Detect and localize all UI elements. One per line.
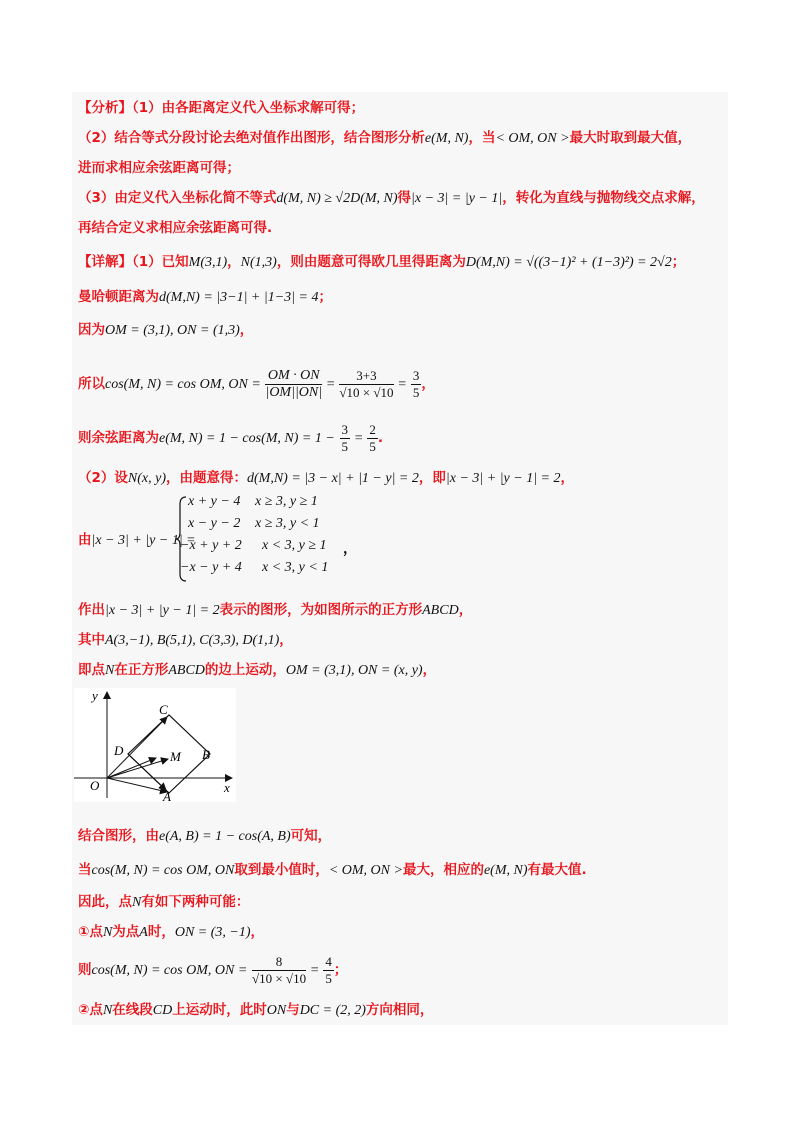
fraction-denominator: √10 × √10	[251, 970, 307, 986]
math-expr: A(3,−1), B(5,1), C(3,3), D(1,1)	[105, 633, 280, 648]
case-cond: x ≥ 3, y < 1	[255, 516, 320, 531]
part3-text: 有如下两种可能：	[141, 894, 250, 910]
part3-line-4	[78, 922, 264, 943]
part2-text: 作出	[78, 602, 105, 618]
detail-text: （1）已知	[132, 254, 189, 270]
math-expr: N	[102, 925, 113, 940]
math-expr: e(A, B) = 1 − cos(A, B)	[159, 829, 291, 844]
math-expr: cos(M, N) = cos OM, ON =	[91, 963, 248, 978]
part3-text: 当	[78, 862, 92, 878]
part3-text: 则	[78, 962, 92, 978]
fraction-numerator: 3	[412, 367, 420, 383]
point-m-label: M	[170, 749, 181, 764]
fraction-denominator: |OM||ON|	[265, 384, 323, 400]
detail-line-5	[78, 420, 383, 457]
analysis-line-2	[78, 128, 691, 149]
math-expr: cos(M, N) = cos OM, ON =	[105, 377, 261, 392]
part3-text: 方向相同，	[365, 1002, 434, 1018]
part2-text: 由	[78, 532, 92, 548]
part3-text: 因此，点	[78, 894, 132, 910]
fraction-numerator: 4	[325, 953, 332, 969]
detail-text: 曼哈顿距离为	[78, 289, 159, 305]
fraction	[323, 954, 334, 987]
part3-text: 可知，	[290, 828, 332, 844]
point-b-label: B	[202, 747, 210, 762]
part3-text: 取到最小值时，	[234, 862, 329, 878]
part2-text: 表示的图形，为如图所示的正方形	[219, 602, 423, 618]
fraction	[252, 954, 306, 987]
part3-line-3	[78, 892, 249, 913]
fraction-numerator: 8	[252, 954, 306, 971]
math-expr: e(M, N)	[424, 131, 469, 146]
detail-text: ，	[421, 376, 435, 392]
analysis-line-1	[78, 98, 364, 118]
math-expr: e(M, N)	[483, 863, 528, 878]
analysis-text: （1）由各距离定义代入坐标求解可得；	[132, 100, 365, 116]
part3-text: 有最大值.	[527, 862, 587, 878]
vector-on	[107, 758, 156, 778]
part2-line-3	[78, 600, 472, 621]
origin-label: O	[90, 778, 100, 793]
analysis-text: （3）由定义代入坐标化简不等式	[78, 190, 277, 206]
analysis-text: 进而求相应余弦距离可得；	[78, 160, 240, 176]
math-expr: cos(M, N) = cos OM, ON	[91, 863, 235, 878]
part2-text: 其中	[78, 632, 105, 648]
math-expr: |x − 3| + |y − 1| =	[91, 533, 196, 548]
math-expr: ABCD	[422, 603, 459, 618]
analysis-text: ，当	[468, 130, 496, 146]
math-expr: OM = (3,1), ON = (1,3)	[105, 323, 240, 338]
case-cond: x < 3, y ≥ 1	[262, 538, 327, 553]
part2-line-4	[78, 630, 293, 651]
equals-sign: =	[398, 377, 407, 392]
detail-line-2	[78, 287, 332, 308]
part3-line-6	[78, 1000, 433, 1021]
part3-text: 与	[286, 1002, 300, 1018]
math-expr: d(M,N) = |3−1| + |1−3| = 4	[159, 290, 319, 305]
fraction-numerator: OM · ON	[265, 368, 322, 385]
fraction-numerator: 3+3	[339, 368, 393, 385]
math-expr: ON = (3, −1)	[174, 925, 251, 940]
analysis-line-5	[78, 218, 272, 238]
fraction-denominator: 5	[412, 384, 420, 400]
part3-text: 上运动时，此时	[172, 1002, 267, 1018]
point-d-label: D	[114, 743, 124, 758]
part3-text: 结合图形，由	[78, 828, 159, 844]
part2-text: ，	[458, 602, 473, 618]
math-expr: d(M, N) ≥ √2D(M, N)	[276, 191, 398, 206]
math-expr: N	[105, 663, 115, 678]
analysis-label: 【分析】	[78, 100, 132, 116]
analysis-line-3	[78, 158, 240, 178]
analysis-text: 得	[397, 190, 412, 206]
y-axis-label: y	[92, 688, 98, 703]
part2-line-1	[78, 468, 574, 489]
part3-text: 时，	[147, 924, 175, 940]
math-expr: OM = (3,1), ON = (x, y)	[285, 663, 423, 678]
analysis-text: 最大时取到最大值，	[569, 130, 692, 146]
figure-svg	[74, 688, 236, 802]
detail-text: ，则由题意可得欧几里得距离为	[276, 254, 466, 270]
math-expr: |x − 3| + |y − 1| = 2	[105, 603, 220, 618]
x-axis-label: x	[224, 780, 230, 795]
vector-oa	[107, 778, 167, 792]
math-expr: N	[132, 895, 142, 910]
detail-text: ，	[227, 254, 241, 270]
fraction-numerator: 2	[369, 421, 376, 437]
math-expr: |x − 3| + |y − 1| = 2	[445, 471, 561, 486]
case-cond: x < 3, y < 1	[262, 560, 329, 575]
case-expr: x + y − 4	[188, 494, 241, 509]
detail-text: 则余弦距离为	[78, 430, 159, 446]
detail-line-3	[78, 320, 253, 341]
part3-text: ；	[333, 962, 348, 978]
part3-text: 为点	[112, 924, 140, 940]
math-expr: N(x, y)	[127, 471, 166, 486]
detail-text: 所以	[78, 376, 105, 392]
part3-text: 在线段	[112, 1002, 153, 1018]
fraction	[265, 368, 322, 401]
math-expr: CD	[152, 1003, 173, 1018]
math-expr: ON	[266, 1003, 287, 1018]
math-expr: d(M,N) = |3 − x| + |1 − y| = 2	[247, 471, 419, 486]
part3-text: 最大，相应的	[402, 862, 484, 878]
equals-sign: =	[326, 377, 335, 392]
part2-text: ，	[279, 632, 293, 648]
case-expr: −x + y + 2	[180, 538, 242, 553]
fraction	[411, 368, 422, 401]
part3-text: ②点	[78, 1002, 103, 1018]
detail-label: 【详解】	[78, 254, 132, 270]
fraction	[339, 368, 393, 401]
part2-text: ，	[422, 662, 437, 678]
math-expr: e(M, N) = 1 − cos(M, N) = 1 −	[159, 431, 335, 446]
fraction	[340, 422, 351, 455]
part3-line-1	[78, 826, 331, 847]
square-figure	[74, 688, 236, 802]
part3-line-5	[78, 952, 347, 989]
math-expr: < OM, ON >	[328, 863, 403, 878]
math-expr: DC = (2, 2)	[299, 1003, 366, 1018]
equals-sign: =	[310, 963, 319, 978]
math-expr: ABCD	[168, 663, 205, 678]
part2-text: 在正方形	[114, 662, 169, 678]
part2-line-5	[78, 660, 436, 681]
fraction-denominator: 5	[325, 970, 332, 986]
part3-line-2	[78, 860, 587, 881]
math-expr: A	[139, 925, 148, 940]
analysis-text: 再结合定义求相应余弦距离可得.	[78, 220, 273, 236]
detail-text: .	[377, 430, 383, 446]
fraction-numerator: 3	[341, 421, 349, 437]
fraction-denominator: 5	[369, 438, 376, 454]
detail-line-1	[78, 252, 685, 273]
fraction-denominator: 5	[341, 438, 349, 454]
math-expr: N	[102, 1003, 113, 1018]
square-abcd	[128, 715, 210, 793]
point-c-label: C	[159, 702, 168, 717]
part2-text: ，	[560, 470, 575, 486]
part2-text: 即点	[78, 662, 105, 678]
point-a-label: A	[163, 789, 171, 802]
detail-line-4	[78, 366, 435, 403]
math-expr: N(1,3)	[240, 255, 277, 270]
case-expr: −x − y + 4	[180, 560, 242, 575]
math-expr: D(M,N) = √((3−1)² + (1−3)²) = 2√2	[465, 255, 672, 270]
part3-text: ，	[250, 924, 265, 940]
fraction	[367, 422, 378, 455]
analysis-text: （2）结合等式分段讨论去绝对值作出图形，结合图形分析	[78, 130, 425, 146]
part3-text: ①点	[78, 924, 103, 940]
equals-sign: =	[354, 431, 363, 446]
part2-text: ，由题意得：	[166, 470, 247, 486]
piecewise-suffix: ，	[343, 542, 357, 557]
detail-text: ，	[239, 322, 254, 338]
part2-text: ，即	[418, 470, 446, 486]
analysis-line-4	[78, 188, 705, 209]
analysis-text: ，转化为直线与抛物线交点求解，	[502, 190, 705, 206]
detail-text: ；	[318, 289, 332, 305]
math-expr: M(3,1)	[188, 255, 228, 270]
detail-text: ；	[671, 254, 686, 270]
part2-text: （2）设	[78, 470, 128, 486]
fraction-denominator: √10 × √10	[339, 384, 394, 400]
case-cond: x ≥ 3, y ≥ 1	[255, 494, 318, 509]
part2-text: 的边上运动，	[204, 662, 286, 678]
detail-text: 因为	[78, 322, 105, 338]
math-expr: < OM, ON >	[495, 131, 570, 146]
case-expr: x − y − 2	[188, 516, 241, 531]
math-expr: |x − 3| = |y − 1|	[411, 191, 503, 206]
